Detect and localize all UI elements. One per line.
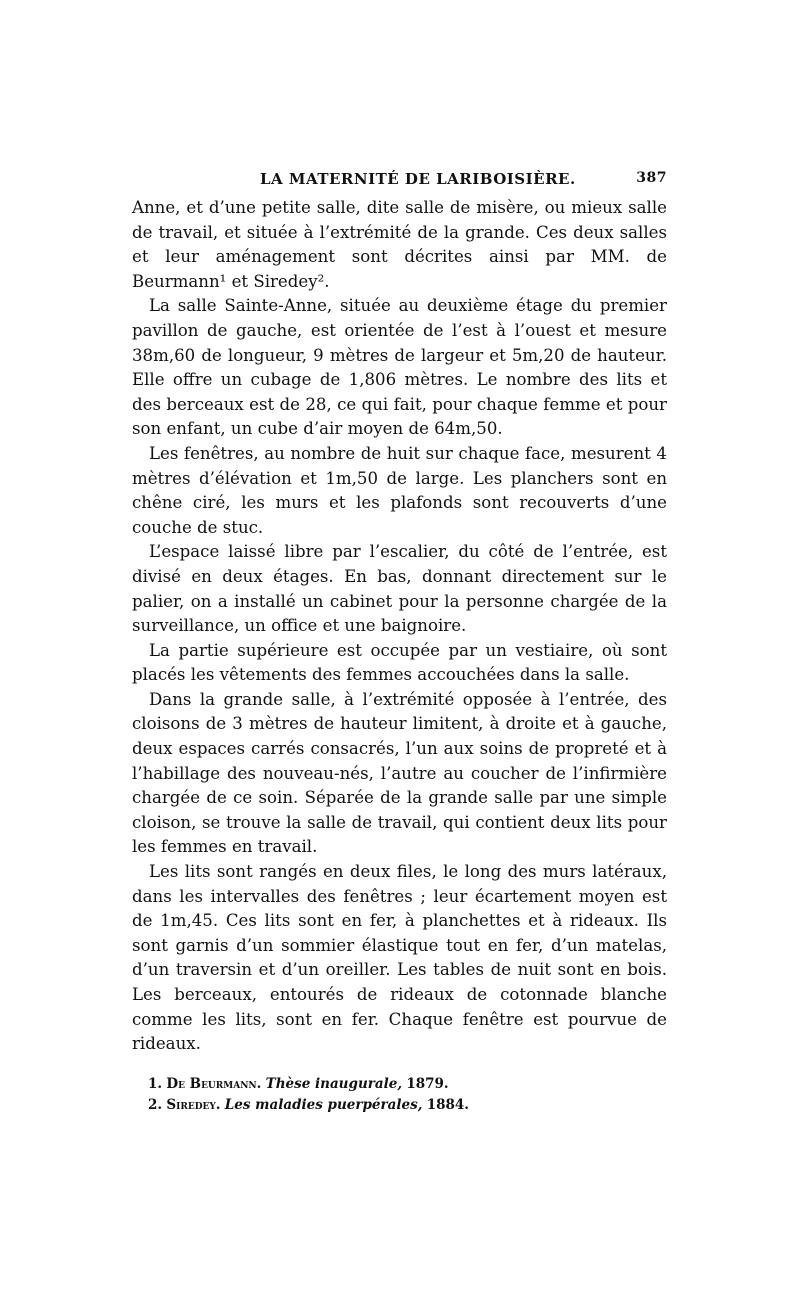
footnote-year: 1884. xyxy=(426,1097,469,1113)
footnote-number: 2. xyxy=(148,1097,163,1113)
footnote-title: Les maladies puerpérales, xyxy=(224,1097,423,1113)
paragraph: La salle Sainte-Anne, située au deuxième étage du premier pavillon de gauche, est orientée de l’est à l’ouest et mesure 38m,60 de longueur, 9 mètres de largeur et 5m,20 de hauteur. Elle offre un cubage de 1,806 mètres. Le nombre des lits et des berceaux est de 28, ce qui fait, pour chaque femme et pour son enfant, un cube d’air moyen de 64m,50. xyxy=(132,296,667,439)
running-title: LA MATERNITÉ DE LARIBOISIÈRE. xyxy=(260,170,576,188)
footnote xyxy=(148,1074,648,1095)
body-text xyxy=(132,196,667,1057)
running-header xyxy=(132,170,667,194)
paragraph: Anne, et d’une petite salle, dite salle de misère, ou mieux salle de travail, et située à l’extrémité de la grande. Ces deux salles et leur aménagement sont décrites ainsi par MM. de Beurmann¹ et Siredey². xyxy=(132,198,667,291)
paragraph: L’espace laissé libre par l’escalier, du côté de l’entrée, est divisé en deux étages. En bas, donnant directement sur le palier, on a installé un cabinet pour la personne chargée de la surveillance, un office et une baignoire. xyxy=(132,542,667,636)
page-number: 387 xyxy=(636,170,667,186)
paragraph: Dans la grande salle, à l’extrémité opposée à l’entrée, des cloisons de 3 mètres de hauteur limitent, à droite et à gauche, deux espaces carrés consacrés, l’un aux soins de propreté et à l’habillage des nouveau-nés, l’autre au coucher de l’infirmière chargée de ce soin. Séparée de la grande salle par une simple cloison, se trouve la salle de travail, qui contient deux lits pour les femmes en travail. xyxy=(132,689,667,857)
footnote xyxy=(148,1095,648,1116)
paragraph: Les lits sont rangés en deux files, le long des murs latéraux, dans les intervalles des fenêtres ; leur écartement moyen est de 1m,45. Ces lits sont en fer, à planchettes et à rideaux. Ils sont garnis d’un sommier élastique tout en fer, d’un matelas, d’un traversin et d’un oreiller. Les tables de nuit sont en bois. Les berceaux, entourés de rideaux de cotonnade blanche comme les lits, sont en fer. Chaque fenêtre est pourvue de rideaux. xyxy=(132,862,667,1054)
footnote-year: 1879. xyxy=(406,1076,449,1092)
footnote-author: Siredey. xyxy=(166,1097,221,1113)
paragraph: La partie supérieure est occupée par un vestiaire, où sont placés les vêtements des femmes accouchées dans la salle. xyxy=(132,640,667,685)
footnote-title: Thèse inaugurale, xyxy=(265,1076,403,1092)
paragraph: Les fenêtres, au nombre de huit sur chaque face, mesurent 4 mètres d’élévation et 1m,50 de large. Les planchers sont en chêne ciré, les murs et les plafonds sont recouverts d’une couche de stuc. xyxy=(132,443,667,537)
footnotes xyxy=(148,1074,648,1116)
footnote-author: De Beurmann. xyxy=(166,1076,262,1092)
footnote-number: 1. xyxy=(148,1076,163,1092)
